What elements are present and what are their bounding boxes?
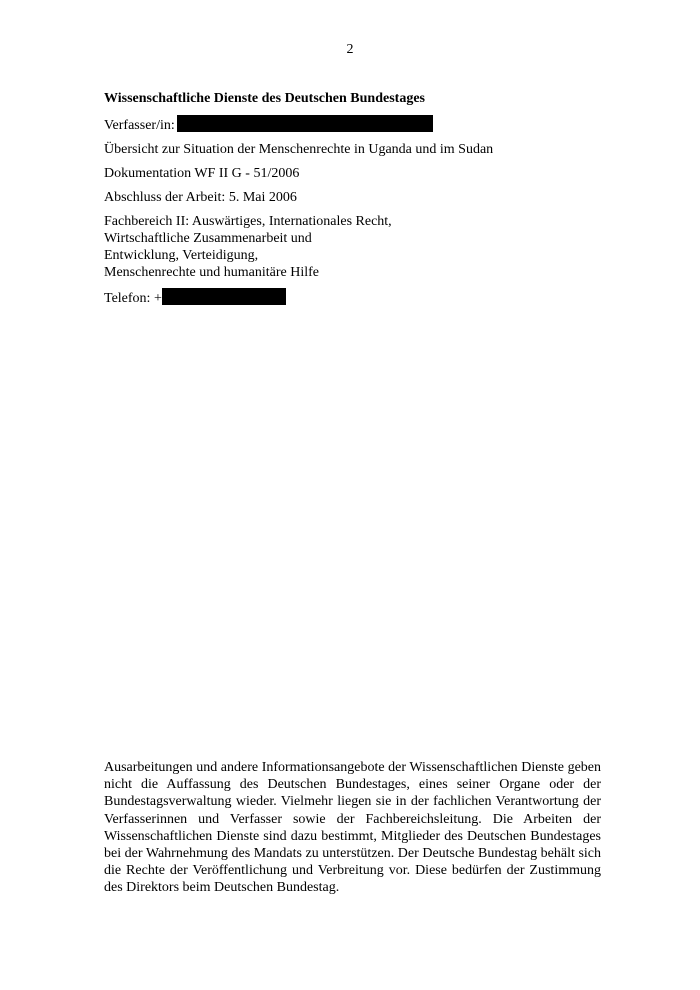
fachbereich-line: Menschenrechte und humanitäre Hilfe: [104, 265, 319, 280]
author-label: Verfasser/in:: [104, 118, 175, 133]
phone-redaction: [162, 288, 286, 305]
department-title: Wissenschaftliche Dienste des Deutschen Bundestages: [104, 91, 425, 106]
disclaimer-paragraph: Ausarbeitungen und andere Informationsangebote der Wissenschaftlichen Dienste geben nicht die Auffassung des Deutschen Bundestages, eines seiner Organe oder der Bundestagsverwaltung wieder. Vielmehr liegen sie in der fachlichen Verantwortung der Verfasserinnen und Verfasser sowie der Fachbereichsleitung. Die Arbeiten der Wissenschaftlichen Dienste sind dazu bestimmt, Mitglieder des Deutschen Bundestages bei der Wahrnehmung des Mandats zu unterstützen. Der Deutsche Bundestag behält sich die Rechte der Veröffentlichung und Verbreitung vor. Diese bedürfen der Zustimmung des Direktors beim Deutschen Bundestag.: [104, 760, 601, 896]
fachbereich-line: Entwicklung, Verteidigung,: [104, 248, 259, 263]
document-id: Dokumentation WF II G - 51/2006: [104, 166, 300, 181]
document-header: [104, 90, 604, 314]
page-number: 2: [346, 42, 354, 57]
phone-line: [104, 288, 604, 307]
fachbereich: [104, 213, 604, 281]
document-title: Übersicht zur Situation der Menschenrechte in Uganda und im Sudan: [104, 142, 494, 157]
author-redaction: [177, 115, 433, 132]
fachbereich-line: Wirtschaftliche Zusammenarbeit und: [104, 231, 312, 246]
author-line: [104, 115, 604, 134]
fachbereich-line: Fachbereich II: Auswärtiges, Internationales Recht,: [104, 214, 392, 229]
phone-label: Telefon: +: [104, 291, 162, 306]
completion-date: Abschluss der Arbeit: 5. Mai 2006: [104, 190, 297, 205]
